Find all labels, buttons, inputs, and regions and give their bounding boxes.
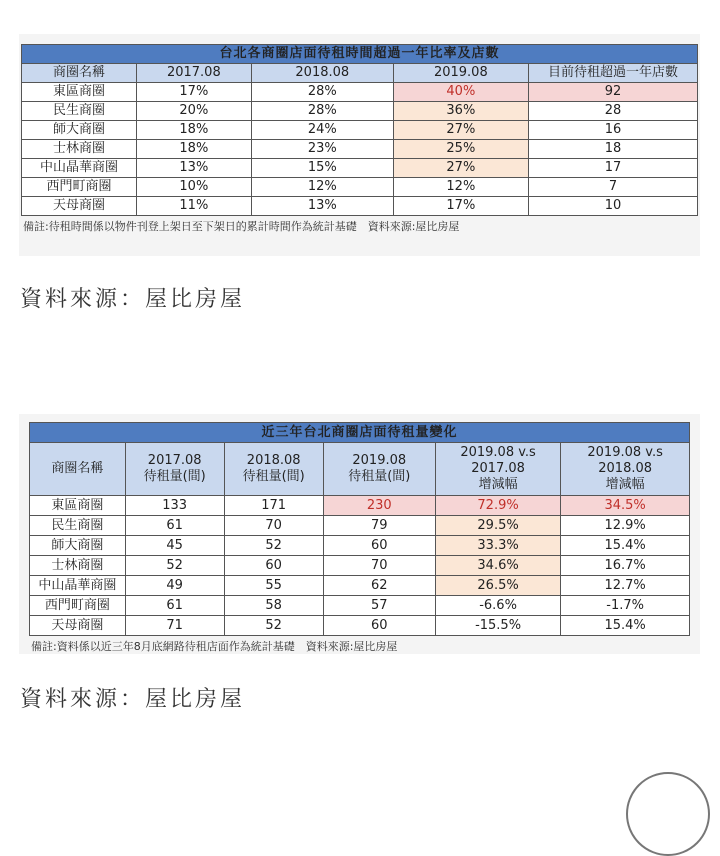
count-cell: 7 xyxy=(528,178,697,197)
area-cell: 師大商圈 xyxy=(22,121,137,140)
value-cell: 57 xyxy=(323,596,435,616)
value-cell: 23% xyxy=(251,140,393,159)
count-cell: 16 xyxy=(528,121,697,140)
header-cell: 2018.08 待租量(間) xyxy=(224,443,323,496)
value-cell: 10% xyxy=(136,178,251,197)
value-cell: 11% xyxy=(136,197,251,216)
highlight-cell: 26.5% xyxy=(435,576,560,596)
table-note: 備註:待租時間係以物件刊登上架日至下架日的累計時間作為統計基礎 資料來源:屋比房屋 xyxy=(23,220,460,233)
table-row xyxy=(30,496,690,516)
value-cell: 18% xyxy=(136,121,251,140)
highlight-cell: 25% xyxy=(393,140,528,159)
store-vacancy-rate-table xyxy=(21,44,698,216)
area-cell: 東區商圈 xyxy=(22,83,137,102)
table-image-1 xyxy=(19,34,700,256)
count-cell: 18 xyxy=(528,140,697,159)
table-row xyxy=(30,596,690,616)
highlight-cell: 29.5% xyxy=(435,516,560,536)
value-cell: 16.7% xyxy=(561,556,690,576)
source-caption: 資料來源：屋比房屋 xyxy=(20,287,246,312)
value-cell: -6.6% xyxy=(435,596,560,616)
value-cell: 13% xyxy=(136,159,251,178)
count-cell: 17 xyxy=(528,159,697,178)
area-cell: 民生商圈 xyxy=(22,102,137,121)
value-cell: 52 xyxy=(224,536,323,556)
highlight-cell: 27% xyxy=(393,159,528,178)
area-cell: 西門町商圈 xyxy=(30,596,126,616)
value-cell: 171 xyxy=(224,496,323,516)
value-cell: -1.7% xyxy=(561,596,690,616)
value-cell: 13% xyxy=(251,197,393,216)
header-cell: 2018.08 xyxy=(251,64,393,83)
highlight-cell: 34.6% xyxy=(435,556,560,576)
header-cell: 商圈名稱 xyxy=(22,64,137,83)
area-cell: 中山晶華商圈 xyxy=(30,576,126,596)
value-cell: 17% xyxy=(136,83,251,102)
value-cell: 58 xyxy=(224,596,323,616)
value-cell: 52 xyxy=(224,616,323,636)
highlight-cell: 34.5% xyxy=(561,496,690,516)
value-cell: 49 xyxy=(125,576,224,596)
value-cell: 61 xyxy=(125,596,224,616)
count-cell: 10 xyxy=(528,197,697,216)
value-cell: 12% xyxy=(251,178,393,197)
highlight-cell: 230 xyxy=(323,496,435,516)
header-cell: 目前待租超過一年店數 xyxy=(528,64,697,83)
value-cell: 62 xyxy=(323,576,435,596)
area-cell: 中山晶華商圈 xyxy=(22,159,137,178)
table-row xyxy=(30,556,690,576)
floating-action-button[interactable] xyxy=(626,772,710,856)
highlight-cell: 27% xyxy=(393,121,528,140)
value-cell: 12% xyxy=(393,178,528,197)
value-cell: 15.4% xyxy=(561,616,690,636)
value-cell: 20% xyxy=(136,102,251,121)
area-cell: 士林商圈 xyxy=(22,140,137,159)
table-note: 備註:資料係以近三年8月底網路待租店面作為統計基礎 資料來源:屋比房屋 xyxy=(31,640,398,653)
area-cell: 天母商圈 xyxy=(30,616,126,636)
header-cell: 2019.08 v.s 2018.08 增減幅 xyxy=(561,443,690,496)
value-cell: 17% xyxy=(393,197,528,216)
table-row xyxy=(22,121,698,140)
value-cell: 12.7% xyxy=(561,576,690,596)
table-row xyxy=(22,197,698,216)
value-cell: 70 xyxy=(224,516,323,536)
value-cell: 71 xyxy=(125,616,224,636)
value-cell: 60 xyxy=(323,536,435,556)
area-cell: 士林商圈 xyxy=(30,556,126,576)
header-cell: 商圈名稱 xyxy=(30,443,126,496)
value-cell: 79 xyxy=(323,516,435,536)
table-row xyxy=(30,536,690,556)
table-header-row xyxy=(22,64,698,83)
value-cell: -15.5% xyxy=(435,616,560,636)
value-cell: 60 xyxy=(224,556,323,576)
value-cell: 61 xyxy=(125,516,224,536)
value-cell: 60 xyxy=(323,616,435,636)
header-cell: 2017.08 xyxy=(136,64,251,83)
value-cell: 55 xyxy=(224,576,323,596)
table-row xyxy=(22,159,698,178)
area-cell: 天母商圈 xyxy=(22,197,137,216)
header-cell: 2019.08 xyxy=(393,64,528,83)
table-row xyxy=(30,616,690,636)
area-cell: 西門町商圈 xyxy=(22,178,137,197)
table-header-row xyxy=(30,443,690,496)
area-cell: 東區商圈 xyxy=(30,496,126,516)
value-cell: 28% xyxy=(251,102,393,121)
table-row xyxy=(22,178,698,197)
table-row xyxy=(22,102,698,121)
table-row xyxy=(30,516,690,536)
value-cell: 24% xyxy=(251,121,393,140)
highlight-cell: 72.9% xyxy=(435,496,560,516)
value-cell: 52 xyxy=(125,556,224,576)
header-cell: 2017.08 待租量(間) xyxy=(125,443,224,496)
value-cell: 45 xyxy=(125,536,224,556)
table-image-2 xyxy=(19,414,700,654)
highlight-cell: 36% xyxy=(393,102,528,121)
count-cell: 28 xyxy=(528,102,697,121)
source-caption: 資料來源：屋比房屋 xyxy=(20,687,246,712)
table-title: 近三年台北商圈店面待租量變化 xyxy=(30,423,690,443)
count-cell: 92 xyxy=(528,83,697,102)
area-cell: 民生商圈 xyxy=(30,516,126,536)
table-row xyxy=(22,140,698,159)
table-title: 台北各商圈店面待租時間超過一年比率及店數 xyxy=(22,45,698,64)
table-row xyxy=(30,576,690,596)
value-cell: 28% xyxy=(251,83,393,102)
value-cell: 15.4% xyxy=(561,536,690,556)
value-cell: 70 xyxy=(323,556,435,576)
highlight-cell: 33.3% xyxy=(435,536,560,556)
area-cell: 師大商圈 xyxy=(30,536,126,556)
value-cell: 18% xyxy=(136,140,251,159)
table-row xyxy=(22,83,698,102)
value-cell: 12.9% xyxy=(561,516,690,536)
value-cell: 133 xyxy=(125,496,224,516)
highlight-cell: 40% xyxy=(393,83,528,102)
vacancy-count-change-table xyxy=(29,422,690,636)
value-cell: 15% xyxy=(251,159,393,178)
header-cell: 2019.08 待租量(間) xyxy=(323,443,435,496)
header-cell: 2019.08 v.s 2017.08 增減幅 xyxy=(435,443,560,496)
